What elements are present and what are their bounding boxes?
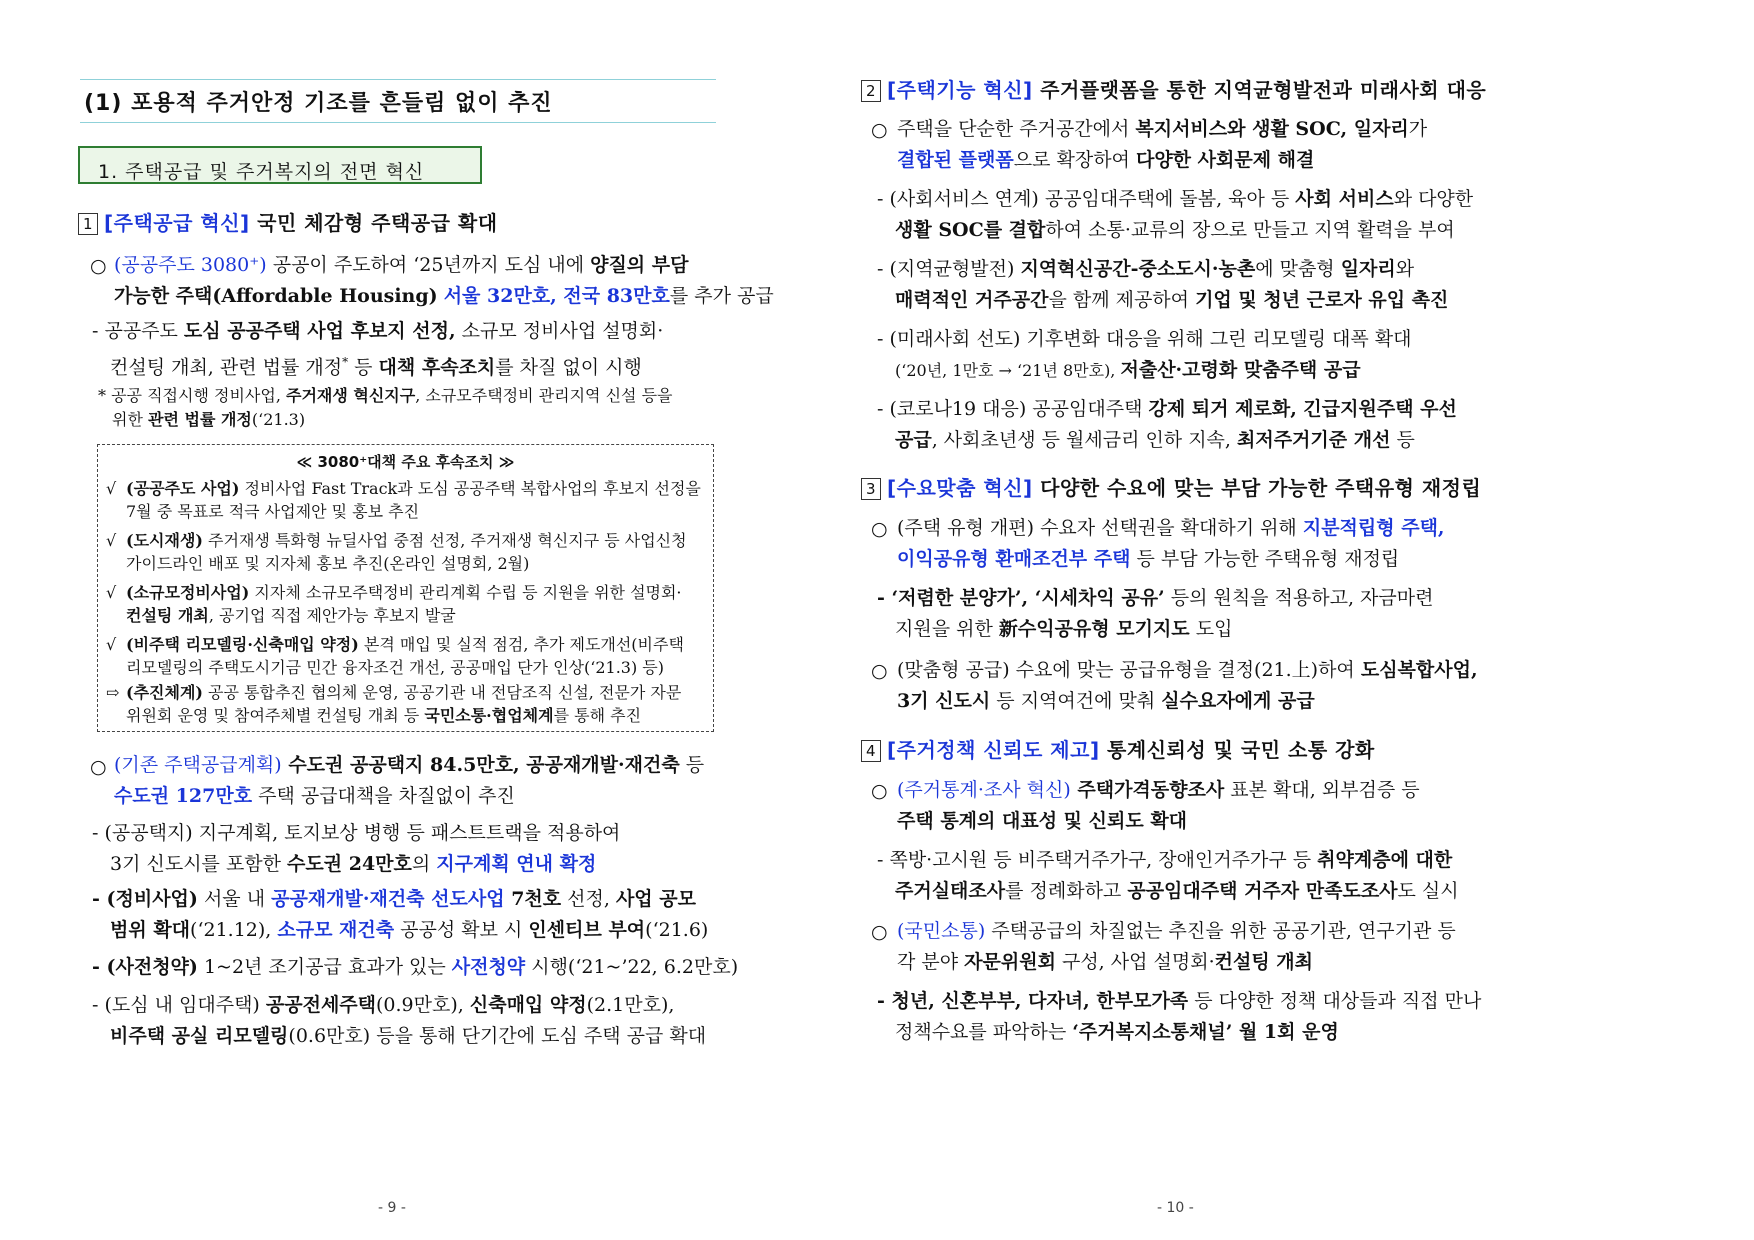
box-item: √ (도시재생) 주거재생 특화형 뉴딜사업 중점 선정, 주거재생 혁신지구 등 사업신청 가이드라인 배포 및 지자체 홍보 추진(온라인 설명회, 2월)	[106, 531, 687, 573]
circle-bullet: ○	[871, 780, 888, 802]
para-covid: - (코로나19 대응) 공공임대주택 강제 퇴거 제로화, 긴급지원주택 우선 공급, 사회초년생 등 월세금리 인하 지속, 최저주거기준 개선 등	[877, 398, 1457, 451]
para-follow-up: - 공공주도 도심 공공주택 사업 후보지 선정, 소규모 정비사업 설명회· 컨설팅 개최, 관련 법률 개정* 등 대책 후속조치를 차질 없이 시행	[92, 320, 664, 379]
box-item: ⇨ (추진체계) 공공 통합추진 협의체 운영, 공공기관 내 전담조직 신설, 전문가 자문 위원회 운영 및 참여주체별 컨설팅 개최 등 국민소통·협업체계를 통해 추진	[106, 683, 682, 725]
number-box: 2	[861, 80, 881, 102]
para-platform: 주택을 단순한 주거공간에서 복지서비스와 생활 SOC, 일자리가 결합된 플랫폼으로 확장하여 다양한 사회문제 해결	[897, 118, 1428, 171]
circle-bullet: ○	[871, 518, 888, 540]
para-redevelopment: - (정비사업) 서울 내 공공재개발·재건축 선도사업 7천호 선정, 사업 공모 범위 확대(‘21.12), 소규모 재건축 공공성 확보 시 인센티브 부여(‘21.6)	[92, 888, 709, 941]
para-regional-balance: - (지역균형발전) 지역혁신공간-중소도시·농촌에 맞춤형 일자리와 매력적인 거주공간을 함께 제공하여 기업 및 청년 근로자 유입 촉진	[877, 258, 1449, 311]
para-survey: - 쪽방·고시원 등 비주택거주가구, 장애인거주가구 등 취약계층에 대한 주거실태조사를 정례화하고 공공임대주택 거주자 만족도조사도 실시	[877, 849, 1459, 902]
para-affordable-price: - ‘저렴한 분양가’, ‘시세차익 공유’ 등의 원칙을 적용하고, 자금마련 지원을 위한 新수익공유형 모기지도 도입	[877, 587, 1434, 640]
para-urban-rental: - (도심 내 임대주택) 공공전세주택(0.9만호), 신축매입 약정(2.1만호), 비주택 공실 리모델링(0.6만호) 등을 통해 단기간에 도심 주택 공급 확대	[92, 994, 707, 1047]
page-number: - 10 -	[1157, 1200, 1194, 1216]
para-pre-subscription: - (사전청약) 1~2년 조기공급 효과가 있는 사전청약 시행(‘21~’22, 6.2만호)	[92, 956, 739, 978]
para-channel: - 청년, 신혼부부, 다자녀, 한부모가족 등 다양한 정책 대상들과 직접 만나 정책수요를 파악하는 ‘주거복지소통채널’ 월 1회 운영	[877, 990, 1482, 1043]
circle-bullet: ○	[90, 255, 107, 277]
chapter-box: 1. 주택공급 및 주거복지의 전면 혁신	[78, 146, 482, 184]
box-item: √ (공공주도 사업) 정비사업 Fast Track과 도심 공공주택 복합사업의 후보지 선정을 7월 중 목표로 적극 사업제안 및 홍보 추진	[106, 479, 701, 521]
para-public-3080: (공공주도 3080⁺) 공공이 주도하여 ‘25년까지 도심 내에 양질의 부담 가능한 주택(Affordable Housing) 서울 32만호, 전국 83만호를 추가 공급	[114, 254, 774, 307]
page-10	[865, 0, 1754, 1240]
para-statistics: (주거통계·조사 혁신) 주택가격동향조사 표본 확대, 외부검증 등 주택 통계의 대표성 및 신뢰도 확대	[897, 779, 1420, 832]
circle-bullet: ○	[871, 660, 888, 682]
box-item: √ (소규모정비사업) 지자체 소규모주택정비 관리계획 수립 등 지원을 위한 설명회· 컨설팅 개최, 공기업 직접 제안가능 후보지 발굴	[106, 583, 682, 625]
number-box: 3	[861, 478, 881, 500]
para-public-land: - (공공택지) 지구계획, 토지보상 병행 등 패스트트랙을 적용하여 3기 신도시를 포함한 수도권 24만호의 지구계획 연내 확정	[92, 822, 621, 875]
circle-bullet: ○	[90, 756, 107, 778]
para-future-society: - (미래사회 선도) 기후변화 대응을 위해 그린 리모델링 대폭 확대 (‘20년, 1만호 → ‘21년 8만호), 저출산·고령화 맞춤주택 공급	[877, 328, 1412, 381]
header-rule-bottom	[80, 122, 716, 123]
para-communication: (국민소통) 주택공급의 차질없는 추진을 위한 공공기관, 연구기관 등 각 분야 자문위원회 구성, 사업 설명회·컨설팅 개최	[897, 920, 1456, 973]
para-housing-type: (주택 유형 개편) 수요자 선택권을 확대하기 위해 지분적립형 주택, 이익공유형 환매조건부 주택 등 부담 가능한 주택유형 재정립	[897, 517, 1445, 570]
follow-up-box	[97, 444, 714, 732]
subheading-3: 3 [수요맞춤 혁신] 다양한 수요에 맞는 부담 가능한 주택유형 재정립	[861, 472, 1481, 501]
box-title: ≪ 3080⁺대책 주요 후속조치 ≫	[296, 453, 515, 471]
para-custom-supply: (맞춤형 공급) 수요에 맞는 공급유형을 결정(21.上)하여 도심복합사업, 3기 신도시 등 지역여건에 맞춰 실수요자에게 공급	[897, 659, 1478, 712]
footnote: * 공공 직접시행 정비사업, 주거재생 혁신지구, 소규모주택정비 관리지역 신설 등을 위한 관련 법률 개정(‘21.3)	[98, 386, 673, 429]
page-number: - 9 -	[378, 1200, 406, 1216]
circle-bullet: ○	[871, 119, 888, 141]
number-box: 1	[78, 213, 98, 235]
subheading-4: 4 [주거정책 신뢰도 제고] 통계신뢰성 및 국민 소통 강화	[861, 734, 1375, 763]
para-existing-plan: (기존 주택공급계획) 수도권 공공택지 84.5만호, 공공재개발·재건축 등 수도권 127만호 주택 공급대책을 차질없이 추진	[114, 754, 705, 807]
para-social-service: - (사회서비스 연계) 공공임대주택에 돌봄, 육아 등 사회 서비스와 다양한 생활 SOC를 결합하여 소통·교류의 장으로 만들고 지역 활력을 부여	[877, 188, 1474, 241]
number-box: 4	[861, 740, 881, 762]
subheading-1: 1 [주택공급 혁신] 국민 체감형 주택공급 확대	[78, 207, 498, 236]
circle-bullet: ○	[871, 921, 888, 943]
header-rule-top	[80, 79, 716, 80]
section-title: (1) 포용적 주거안정 기조를 흔들림 없이 추진	[84, 91, 553, 116]
box-item: √ (비주택 리모델링·신축매입 약정) 본격 매입 및 실적 점검, 추가 제도개선(비주택 리모델링의 주택도시기금 민간 융자조건 개선, 공공매입 단가 인상(‘21.3) 등)	[106, 635, 684, 677]
subheading-2: 2 [주택기능 혁신] 주거플랫폼을 통한 지역균형발전과 미래사회 대응	[861, 74, 1486, 103]
